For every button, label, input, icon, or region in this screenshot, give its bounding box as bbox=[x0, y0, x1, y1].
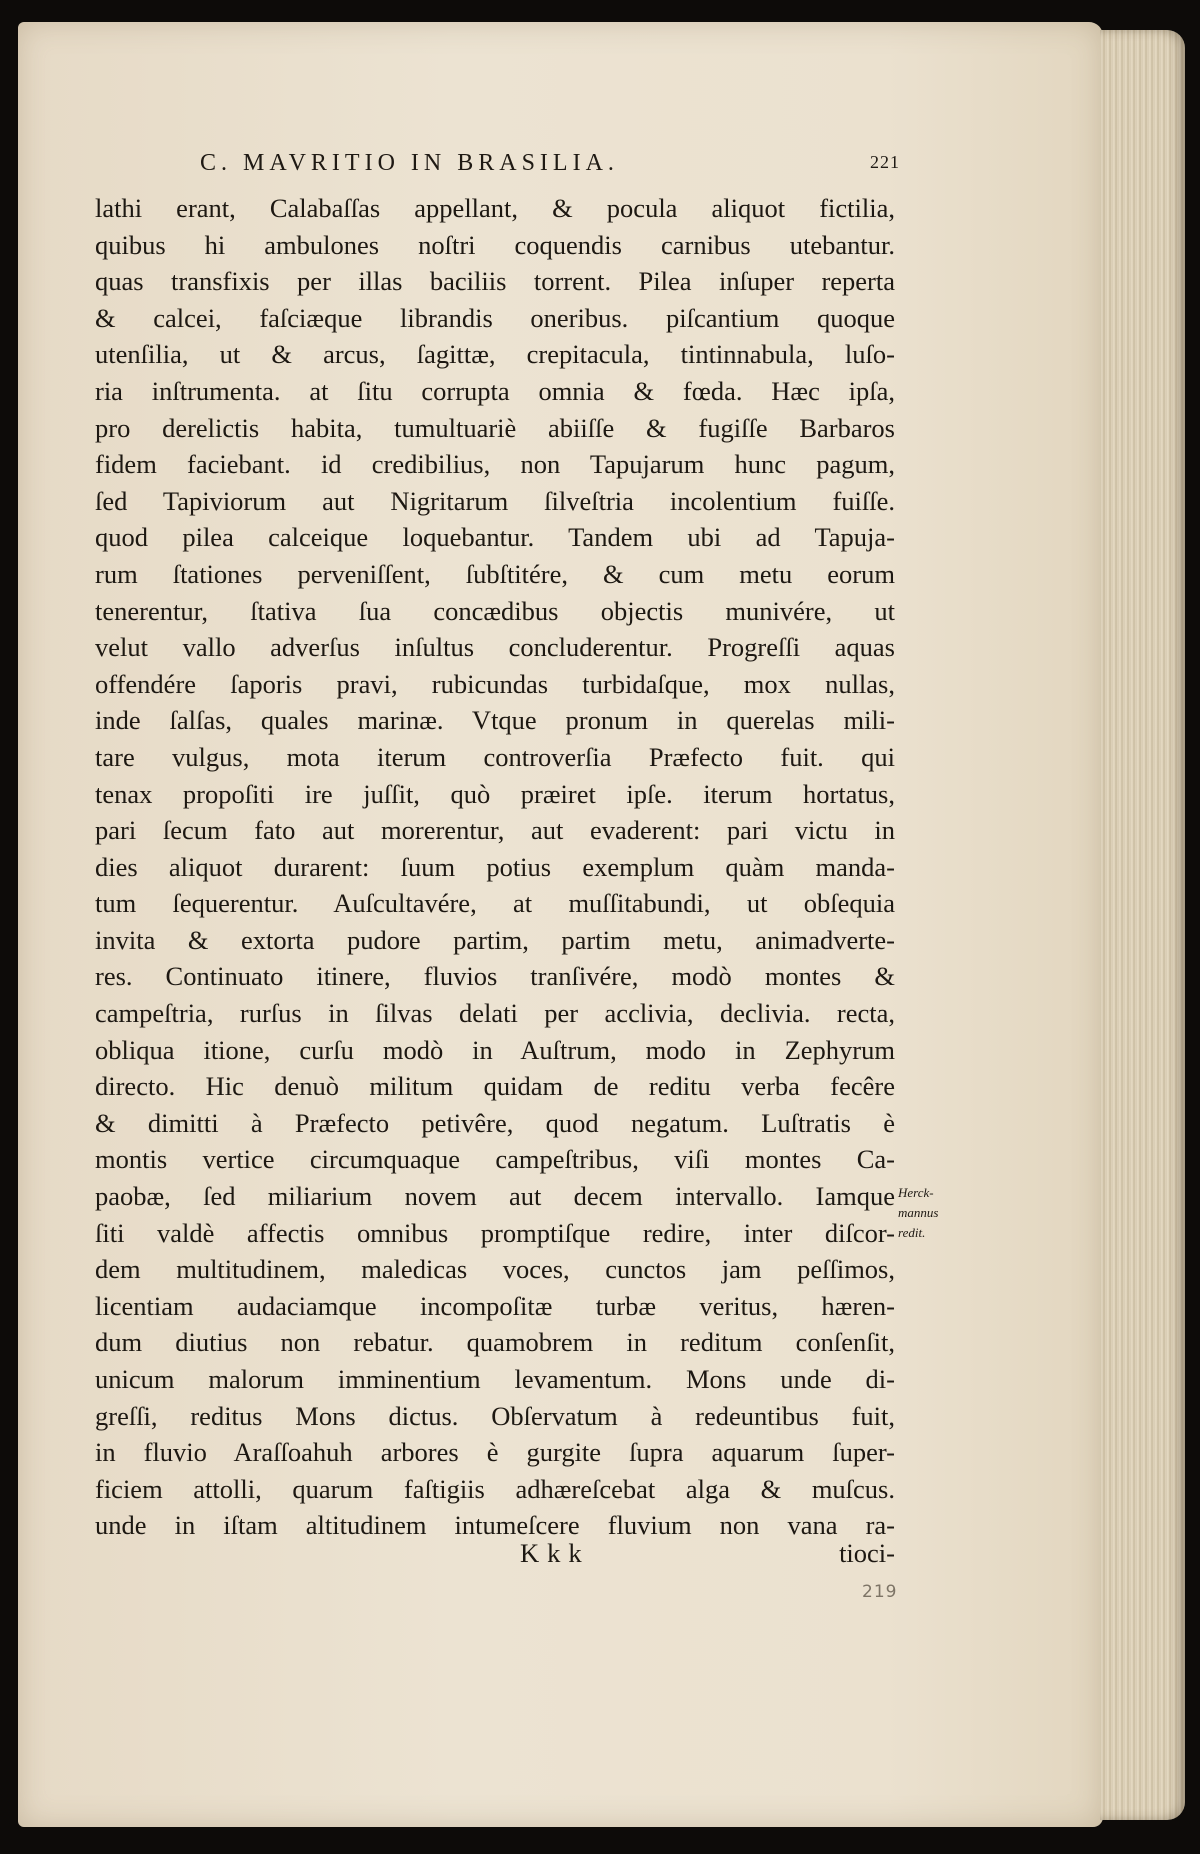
text-line: greſſi, reditus Mons dictus. Obſervatum à redeuntibus fuit, bbox=[95, 1400, 895, 1431]
text-line: tare vulgus, mota iterum controverſia Præfecto fuit. qui bbox=[95, 741, 895, 772]
text-line: tenax propoſiti ire juſſit, quò præiret ipſe. iterum hortatus, bbox=[95, 778, 895, 809]
text-line: pro derelictis habita, tumultuariè abiiſſe & fugiſſe Barbaros bbox=[95, 412, 895, 443]
text-line: campeſtria, rurſus in ſilvas delati per acclivia, declivia. recta, bbox=[95, 998, 895, 1029]
pencil-page-number: 219 bbox=[862, 1582, 898, 1602]
text-line: invita & extorta pudore partim, partim metu, animadverte- bbox=[95, 924, 895, 955]
page-footer bbox=[95, 1538, 895, 1574]
text-line: unde in iſtam altitudinem intumeſcere fluvium non vana ra- bbox=[95, 1510, 895, 1541]
text-line: inde ſalſas, quales marinæ. Vtque pronum in querelas mili- bbox=[95, 705, 895, 736]
text-line: dum diutius non rebatur. quamobrem in reditum conſenſit, bbox=[95, 1327, 895, 1358]
margin-note bbox=[898, 1183, 946, 1243]
signature-mark: Kkk bbox=[520, 1538, 590, 1568]
text-line: offendére ſaporis pravi, rubicundas turbidaſque, mox nullas, bbox=[95, 668, 895, 699]
text-line: utenſilia, ut & arcus, ſagittæ, crepitacula, tintinnabula, luſo- bbox=[95, 339, 895, 370]
catchword: tioci- bbox=[839, 1538, 895, 1568]
margin-note-line: Herck- bbox=[898, 1185, 934, 1200]
text-line: rum ſtationes perveniſſent, ſubſtitére, & cum metu eorum bbox=[95, 558, 895, 589]
margin-note-line: redit. bbox=[898, 1225, 926, 1240]
text-line: in fluvio Araſſoahuh arbores è gurgite ſupra aquarum ſuper- bbox=[95, 1437, 895, 1468]
text-line: pari ſecum fato aut morerentur, aut evaderent: pari victu in bbox=[95, 815, 895, 846]
text-line: directo. Hic denuò militum quidam de reditu verba fecêre bbox=[95, 1071, 895, 1102]
text-line: quod pilea calceique loquebantur. Tandem ubi ad Tapuja- bbox=[95, 522, 895, 553]
text-line: ficiem attolli, quarum faſtigiis adhæreſcebat alga & muſcus. bbox=[95, 1473, 895, 1504]
text-line: & calcei, faſciæque librandis oneribus. piſcantium quoque bbox=[95, 302, 895, 333]
text-line: quibus hi ambulones noſtri coquendis carnibus utebantur. bbox=[95, 229, 895, 260]
text-line: obliqua itione, curſu modò in Auſtrum, modo in Zephyrum bbox=[95, 1034, 895, 1065]
page-header bbox=[200, 150, 900, 186]
page-number: 221 bbox=[870, 152, 900, 172]
text-line: fidem faciebant. id credibilius, non Tapujarum hunc pagum, bbox=[95, 449, 895, 480]
text-line: paobæ, ſed miliarium novem aut decem intervallo. Iamque bbox=[95, 1181, 895, 1212]
text-line: dies aliquot durarent: ſuum potius exemplum quàm manda- bbox=[95, 851, 895, 882]
text-line: tenerentur, ſtativa ſua concædibus objectis munivére, ut bbox=[95, 595, 895, 626]
text-line: lathi erant, Calabaſſas appellant, & pocula aliquot fictilia, bbox=[95, 193, 895, 223]
text-line: licentiam audaciamque incompoſitæ turbæ veritus, hæren- bbox=[95, 1290, 895, 1321]
text-line: dem multitudinem, maledicas voces, cunctos jam peſſimos, bbox=[95, 1254, 895, 1285]
body-text bbox=[95, 190, 895, 1544]
text-line: res. Continuato itinere, fluvios tranſivére, modò montes & bbox=[95, 961, 895, 992]
text-line: ſiti valdè affectis omnibus promptiſque redire, inter diſcor- bbox=[95, 1217, 895, 1248]
running-head: C. MAVRITIO IN BRASILIA. bbox=[200, 150, 619, 176]
text-line: ſed Tapiviorum aut Nigritarum ſilveſtria incolentium fuiſſe. bbox=[95, 485, 895, 516]
text-line: unicum malorum imminentium levamentum. Mons unde di- bbox=[95, 1364, 895, 1394]
text-line: ria inſtrumenta. at ſitu corrupta omnia & fœda. Hæc ipſa, bbox=[95, 375, 895, 406]
text-line: & dimitti à Præfecto petivêre, quod negatum. Luſtratis è bbox=[95, 1107, 895, 1138]
margin-note-line: mannus bbox=[898, 1205, 939, 1220]
text-line: tum ſequerentur. Auſcultavére, at muſſitabundi, ut obſequia bbox=[95, 888, 895, 919]
page-fore-edge bbox=[1100, 30, 1185, 1820]
text-line: quas transfixis per illas baciliis torrent. Pilea inſuper reperta bbox=[95, 266, 895, 297]
text-line: montis vertice circumquaque campeſtribus, viſi montes Ca- bbox=[95, 1144, 895, 1175]
text-line: velut vallo adverſus inſultus concluderentur. Progreſſi aquas bbox=[95, 632, 895, 663]
